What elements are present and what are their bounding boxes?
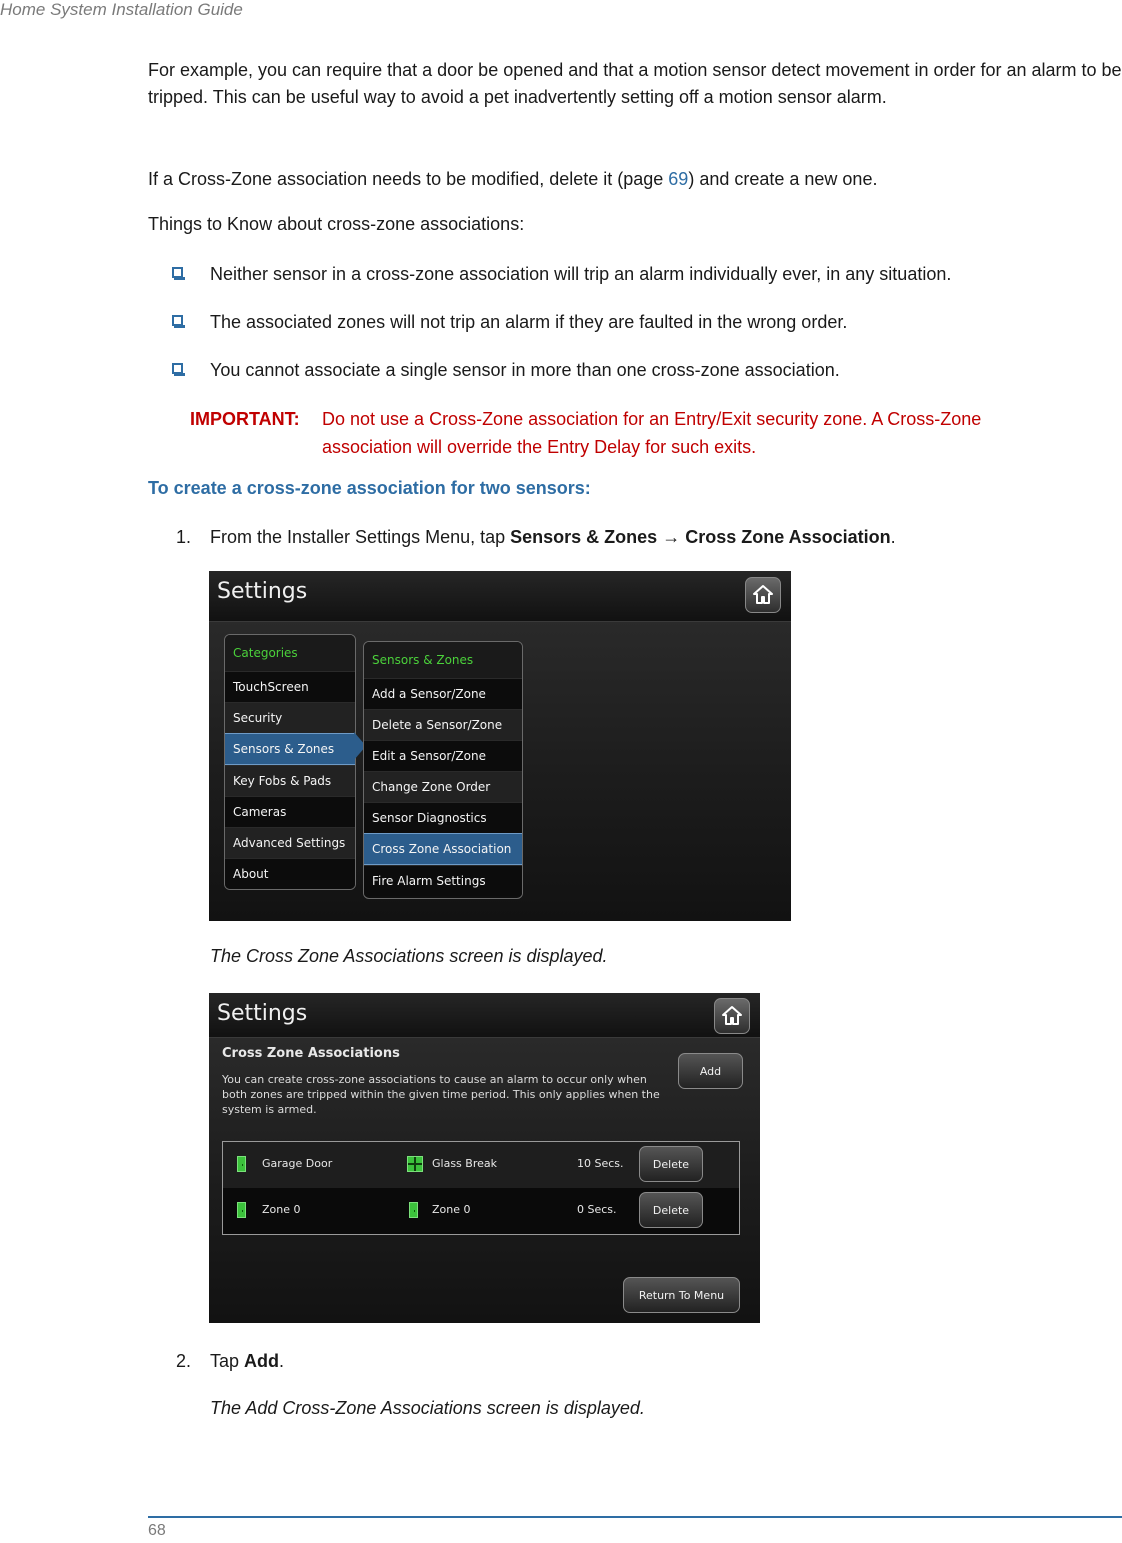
step-number: 2. <box>176 1351 192 1371</box>
page-link-69[interactable]: 69 <box>668 169 689 189</box>
important-line-1: Do not use a Cross-Zone association for an Entry/Exit security zone. A Cross-Zone <box>322 409 982 429</box>
procedure-title: To create a cross-zone association for two sensors: <box>148 478 591 498</box>
page-number: 68 <box>148 1522 166 1539</box>
zone-2-name: Zone 0 <box>432 1203 471 1216</box>
bullet-text: Neither sensor in a cross-zone association will trip an alarm individually ever, in any situation. <box>210 264 952 284</box>
delete-button[interactable]: Delete <box>639 1192 703 1228</box>
submenu-header: Sensors & Zones <box>364 642 522 678</box>
association-table <box>222 1141 740 1235</box>
categories-header: Categories <box>225 635 355 671</box>
screen-title: Settings <box>217 579 308 604</box>
category-item-touchscreen[interactable]: TouchScreen <box>225 671 355 702</box>
intro-paragraph-1: For example, you can require that a door be opened and that a motion sensor detect movement in order for an alarm to be tripped. This can be useful way to avoid a pet inadvertently setting off a motion sensor alarm. <box>148 60 1122 107</box>
bullet-text: The associated zones will not trip an alarm if they are faulted in the wrong order. <box>210 312 848 332</box>
door-icon <box>237 1156 246 1172</box>
submenu-item-change-zone-order[interactable]: Change Zone Order <box>364 771 522 802</box>
delete-button[interactable]: Delete <box>639 1146 703 1182</box>
intro-paragraph-2 <box>148 166 1122 193</box>
cross-zone-description: You can create cross-zone associations to cause an alarm to occur only when both zones are tripped within the given time period. This only applies when the system is armed. <box>222 1073 660 1116</box>
category-item-advanced-settings[interactable]: Advanced Settings <box>225 827 355 858</box>
step-2-bold: Add <box>244 1351 280 1371</box>
checkbox-bullet-icon <box>172 363 183 374</box>
category-item-sensors-zones[interactable]: Sensors & Zones <box>225 733 355 765</box>
home-icon <box>752 584 774 606</box>
step-1-text <box>210 527 896 548</box>
step-1-after: . <box>890 527 896 547</box>
submenu-item-cross-zone-association[interactable]: Cross Zone Association <box>364 833 522 865</box>
time-window: 0 Secs. <box>577 1203 617 1216</box>
glass-break-icon <box>407 1156 423 1172</box>
zone-2-name: Glass Break <box>432 1157 497 1170</box>
submenu-item-fire-alarm-settings[interactable]: Fire Alarm Settings <box>364 865 522 896</box>
footer-rule <box>148 1516 1122 1518</box>
home-button[interactable] <box>745 577 781 613</box>
category-item-cameras[interactable]: Cameras <box>225 796 355 827</box>
table-row <box>223 1188 739 1234</box>
door-icon <box>409 1202 418 1218</box>
submenu-item-delete-sensor[interactable]: Delete a Sensor/Zone <box>364 709 522 740</box>
table-row <box>223 1142 739 1188</box>
step-2-before: Tap <box>210 1351 245 1371</box>
submenu-item-sensor-diagnostics[interactable]: Sensor Diagnostics <box>364 802 522 833</box>
home-icon <box>721 1005 743 1027</box>
running-header: Home System Installation Guide <box>0 0 243 19</box>
door-icon <box>237 1202 246 1218</box>
step-2-text <box>210 1351 284 1372</box>
checkbox-bullet-icon <box>172 315 183 326</box>
categories-menu <box>224 634 356 890</box>
step-1-before: From the Installer Settings Menu, tap <box>210 527 511 547</box>
caption-2: The Add Cross-Zone Associations screen is displayed. <box>210 1398 645 1418</box>
step-1-bold-1: Sensors & Zones <box>510 527 658 547</box>
p2-before: If a Cross-Zone association needs to be modified, delete it (page <box>148 169 669 189</box>
important-line-2: association will override the Entry Delay for such exits. <box>322 437 757 457</box>
category-item-key-fobs-pads[interactable]: Key Fobs & Pads <box>225 765 355 796</box>
step-number: 1. <box>176 527 192 547</box>
cross-zone-associations-screenshot <box>209 993 760 1323</box>
step-2-after: . <box>279 1351 285 1371</box>
cross-zone-heading: Cross Zone Associations <box>222 1046 400 1061</box>
category-item-security[interactable]: Security <box>225 702 355 733</box>
sensors-zones-submenu <box>363 641 523 899</box>
checkbox-bullet-icon <box>172 267 183 278</box>
p2-after: ) and create a new one. <box>688 169 878 189</box>
submenu-item-edit-sensor[interactable]: Edit a Sensor/Zone <box>364 740 522 771</box>
screen-title: Settings <box>217 1001 308 1026</box>
caption-1: The Cross Zone Associations screen is displayed. <box>210 946 608 966</box>
category-item-about[interactable]: About <box>225 858 355 889</box>
zone-1-name: Zone 0 <box>262 1203 301 1216</box>
bullet-text: You cannot associate a single sensor in more than one cross-zone association. <box>210 360 840 380</box>
arrow-icon: → <box>662 527 681 547</box>
home-button[interactable] <box>714 998 750 1034</box>
return-to-menu-button[interactable]: Return To Menu <box>623 1277 740 1313</box>
time-window: 10 Secs. <box>577 1157 624 1170</box>
intro-paragraph-3: Things to Know about cross-zone associations: <box>148 214 525 234</box>
settings-menu-screenshot <box>209 571 791 921</box>
important-label: IMPORTANT: <box>190 409 300 429</box>
titlebar <box>209 571 791 622</box>
submenu-item-add-sensor[interactable]: Add a Sensor/Zone <box>364 678 522 709</box>
titlebar <box>209 993 760 1038</box>
step-1-bold-2: Cross Zone Association <box>685 527 891 547</box>
zone-1-name: Garage Door <box>262 1157 333 1170</box>
add-button[interactable]: Add <box>678 1053 743 1089</box>
